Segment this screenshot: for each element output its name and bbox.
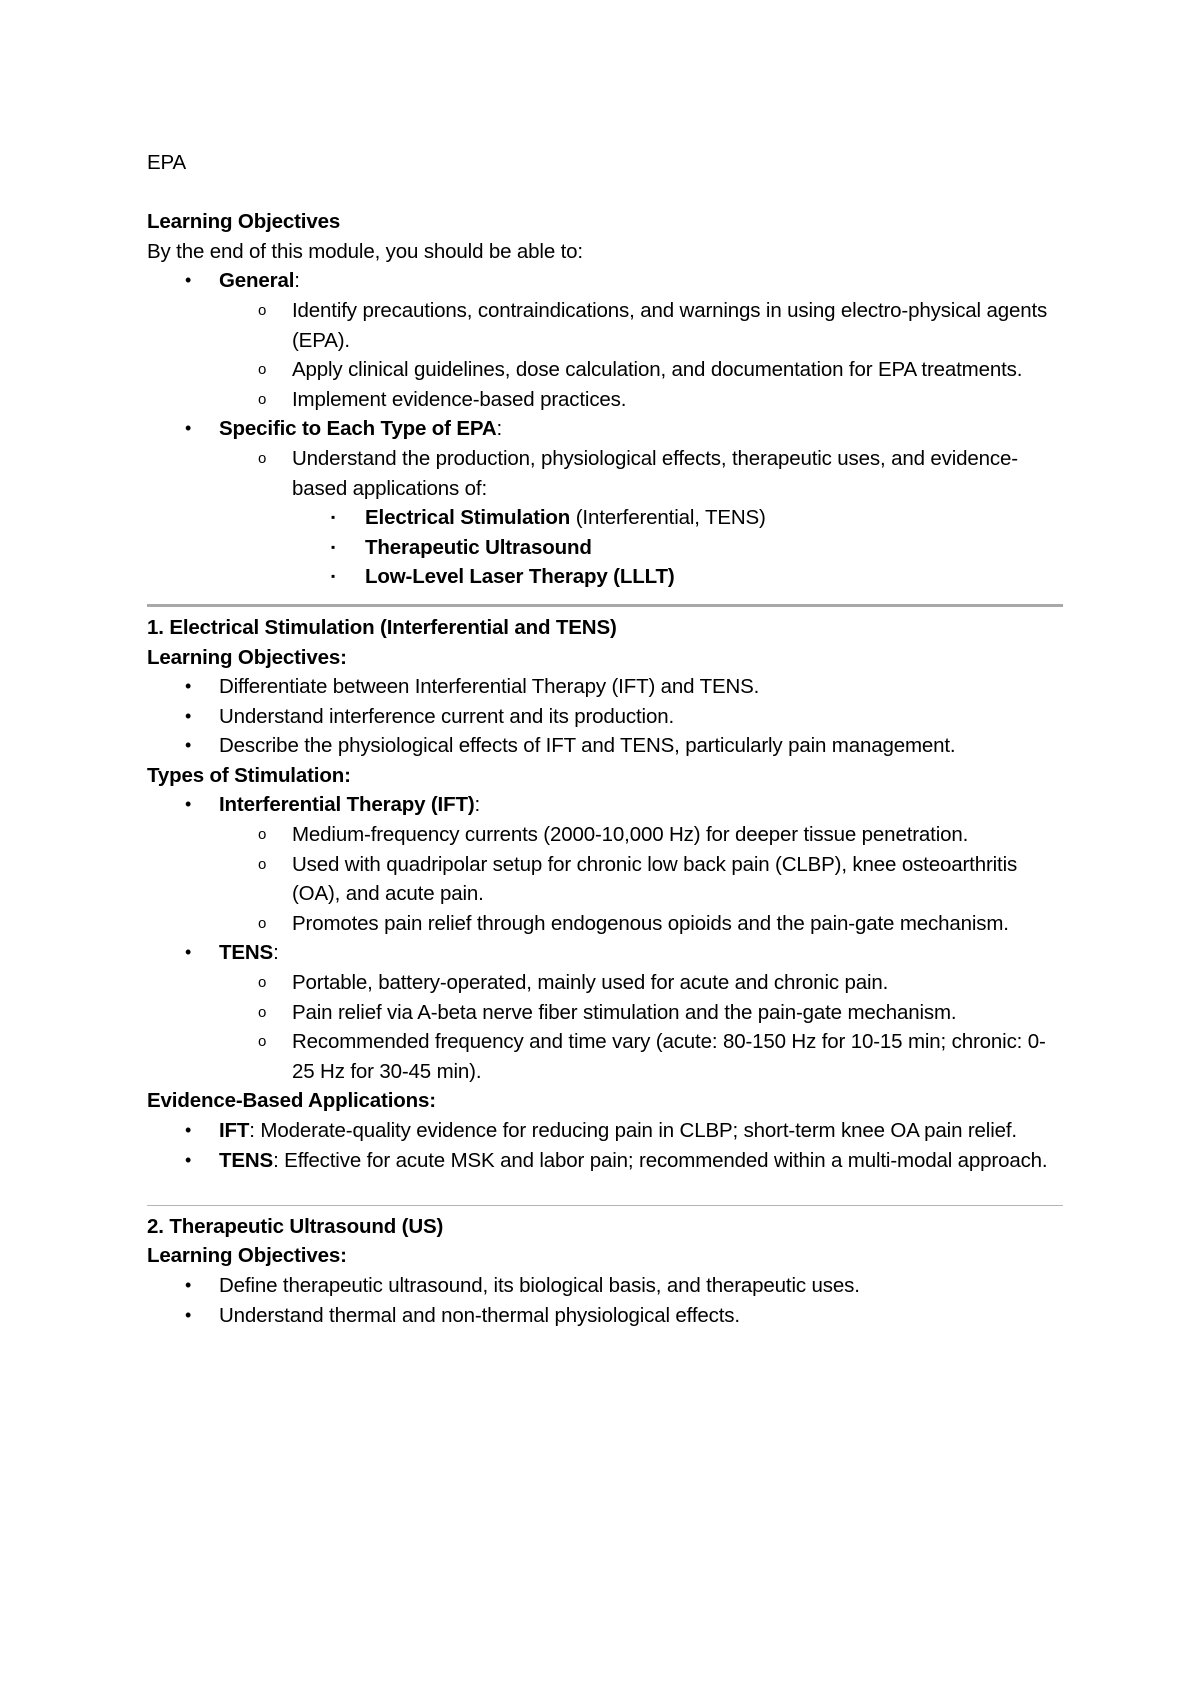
square-bullet-icon: [331, 533, 335, 563]
bullet-icon: [185, 672, 191, 702]
list-item-general: • General:: [147, 266, 1063, 296]
circle-bullet-icon: [258, 998, 266, 1028]
circle-bullet-icon: [258, 909, 266, 939]
circle-bullet-icon: [258, 296, 266, 326]
blank-line: [147, 1175, 1063, 1205]
list-item: • Understand interference current and its production.: [147, 702, 1063, 732]
circle-bullet-icon: [258, 385, 266, 415]
types-heading: Types of Stimulation:: [147, 763, 351, 787]
list-item-specific: • Specific to Each Type of EPA:: [147, 414, 1063, 444]
bullet-icon: [185, 1146, 191, 1176]
document-title: EPA: [147, 151, 187, 174]
circle-bullet-icon: [258, 968, 266, 998]
circle-bullet-icon: [258, 820, 266, 850]
bullet-icon: [185, 266, 191, 296]
intro-lead: By the end of this module, you should be able to:: [147, 239, 583, 263]
list-item-epa-type: ▪ Low-Level Laser Therapy (LLLT): [147, 562, 1063, 592]
list-item: • TENS: Effective for acute MSK and labor pain; recommended within a multi-modal approach.: [147, 1146, 1063, 1176]
section2-title: 2. Therapeutic Ultrasound (US): [147, 1214, 444, 1238]
evidence-heading: Evidence-Based Applications:: [147, 1089, 436, 1113]
bullet-icon: [185, 1116, 191, 1146]
bullet-icon: [185, 1271, 191, 1301]
list-item: o Medium-frequency currents (2000-10,000 Hz) for deeper tissue penetration.: [147, 820, 1063, 850]
bullet-icon: [185, 731, 191, 761]
list-item: o Used with quadripolar setup for chronic low back pain (CLBP), knee osteoarthritis (OA), and acute pain.: [147, 850, 1063, 909]
circle-bullet-icon: [258, 1027, 266, 1057]
list-item-ift: • Interferential Therapy (IFT):: [147, 790, 1063, 820]
section-divider: [147, 1205, 1063, 1206]
list-item: o Promotes pain relief through endogenous opioids and the pain-gate mechanism.: [147, 909, 1063, 939]
list-item-epa-type: ▪ Therapeutic Ultrasound: [147, 533, 1063, 563]
list-item: • Define therapeutic ultrasound, its biological basis, and therapeutic uses.: [147, 1271, 1063, 1301]
list-item: • IFT: Moderate-quality evidence for reducing pain in CLBP; short-term knee OA pain relief.: [147, 1116, 1063, 1146]
list-item-epa-type: ▪ Electrical Stimulation (Interferential, TENS): [147, 503, 1063, 533]
circle-bullet-icon: [258, 355, 266, 385]
section-divider: [147, 604, 1063, 607]
list-item: o Understand the production, physiological effects, therapeutic uses, and evidence-based applications of:: [147, 444, 1063, 503]
list-item: o Identify precautions, contraindications, and warnings in using electro-physical agents (EPA).: [147, 296, 1063, 355]
list-item: o Recommended frequency and time vary (acute: 80-150 Hz for 10-15 min; chronic: 0-25 Hz for 30-45 min).: [147, 1027, 1063, 1086]
list-item-tens: • TENS:: [147, 938, 1063, 968]
section2-objectives-heading: Learning Objectives:: [147, 1244, 347, 1268]
bullet-icon: [185, 702, 191, 732]
list-item: • Understand thermal and non-thermal physiological effects.: [147, 1301, 1063, 1331]
square-bullet-icon: [331, 503, 335, 533]
list-item: o Apply clinical guidelines, dose calculation, and documentation for EPA treatments.: [147, 355, 1063, 385]
list-item: o Implement evidence-based practices.: [147, 385, 1063, 415]
square-bullet-icon: [331, 562, 335, 592]
list-item: o Portable, battery-operated, mainly used for acute and chronic pain.: [147, 968, 1063, 998]
circle-bullet-icon: [258, 850, 266, 880]
intro-heading: Learning Objectives: [147, 210, 341, 234]
bullet-icon: [185, 790, 191, 820]
section1-objectives-heading: Learning Objectives:: [147, 645, 347, 669]
bullet-icon: [185, 1301, 191, 1331]
list-item: • Describe the physiological effects of IFT and TENS, particularly pain management.: [147, 731, 1063, 761]
bullet-icon: [185, 938, 191, 968]
list-item: o Pain relief via A-beta nerve fiber stimulation and the pain-gate mechanism.: [147, 998, 1063, 1028]
section1-title: 1. Electrical Stimulation (Interferential and TENS): [147, 615, 617, 639]
list-item: • Differentiate between Interferential Therapy (IFT) and TENS.: [147, 672, 1063, 702]
bullet-icon: [185, 414, 191, 444]
circle-bullet-icon: [258, 444, 266, 474]
